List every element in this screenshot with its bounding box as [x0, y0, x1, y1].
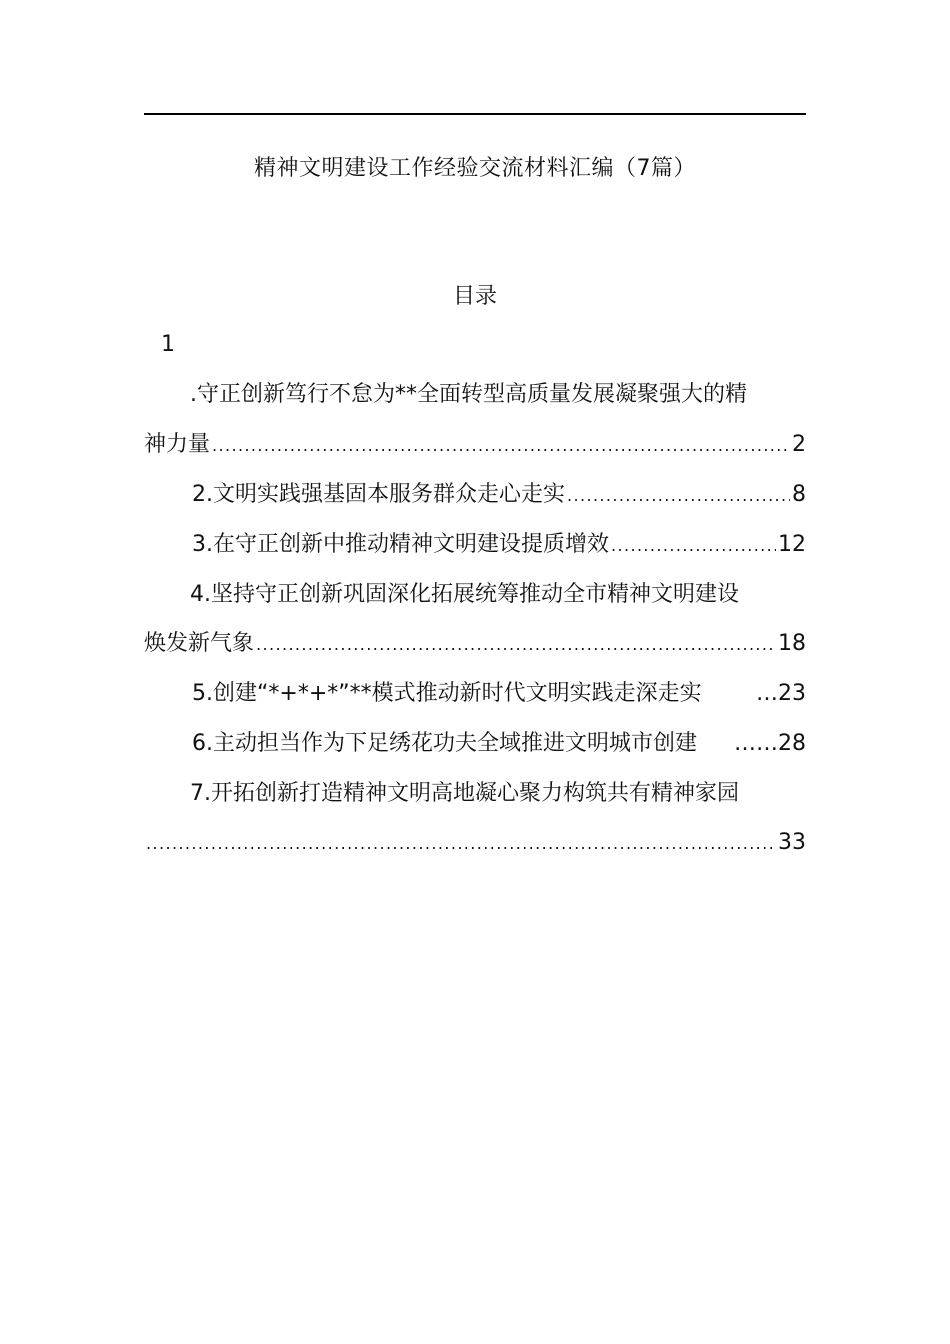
dot-leader [567, 479, 790, 512]
document-title: 精神文明建设工作经验交流材料汇编（7篇） [254, 156, 696, 181]
toc-entry-4-line-1[interactable] [144, 578, 806, 612]
toc-entry-1-line-1[interactable] [144, 378, 806, 412]
dot-leader [256, 628, 776, 661]
toc-entry-6-text: 6.主动担当作为下足绣花功夫全域推进文明城市创建 [192, 731, 697, 756]
toc-entry-7-line-1[interactable] [144, 777, 806, 811]
toc-entry-2-page: 8 [792, 482, 806, 507]
toc-entry-7-line-2[interactable] [144, 826, 806, 860]
list-number: 1 [161, 332, 175, 357]
toc-entry-7-text: 7.开拓创新打造精神文明高地凝心聚力构筑共有精神家园 [190, 781, 739, 806]
toc-entry-5[interactable] [144, 677, 806, 711]
toc-entry-6-page: 28 [778, 731, 806, 756]
toc-entry-3-text: 3.在守正创新中推动精神文明建设提质增效 [192, 532, 609, 557]
toc-entry-4-page: 18 [778, 631, 806, 656]
toc-entry-1-page: 2 [792, 432, 806, 457]
toc-entry-3-page: 12 [778, 532, 806, 557]
toc-entry-5-page: 23 [778, 681, 806, 706]
toc-entry-4-text: 4.坚持守正创新巩固深化拓展统筹推动全市精神文明建设 [190, 582, 739, 607]
toc-entry-1-text: .守正创新笃行不怠为**全面转型高质量发展凝聚强大的精 [190, 382, 747, 407]
toc-entry-4-text-cont: 焕发新气象 [144, 631, 255, 656]
toc-entry-1-line-2[interactable] [144, 428, 806, 462]
toc-entry-1-text-cont: 神力量 [144, 432, 211, 457]
toc-heading: 目录 [452, 284, 497, 309]
toc-entry-7-page: 33 [778, 830, 806, 855]
header-rule [144, 113, 806, 115]
dot-leader [212, 429, 790, 462]
toc-entry-2-text: 2.文明实践强基固本服务群众走心走实 [192, 482, 565, 507]
toc-entry-3[interactable] [144, 528, 806, 562]
toc-entry-2[interactable] [144, 478, 806, 512]
toc-entry-5-text: 5.创建“*+*+*”**模式推动新时代文明实践走深走实 [192, 681, 702, 706]
toc-entry-6-ellipsis: …… [734, 731, 778, 756]
dot-leader [611, 529, 776, 562]
toc-entry-6[interactable] [144, 727, 806, 761]
toc-entry-4-line-2[interactable] [144, 627, 806, 661]
toc-entry-5-ellipsis: … [756, 681, 778, 706]
dot-leader [146, 827, 776, 860]
